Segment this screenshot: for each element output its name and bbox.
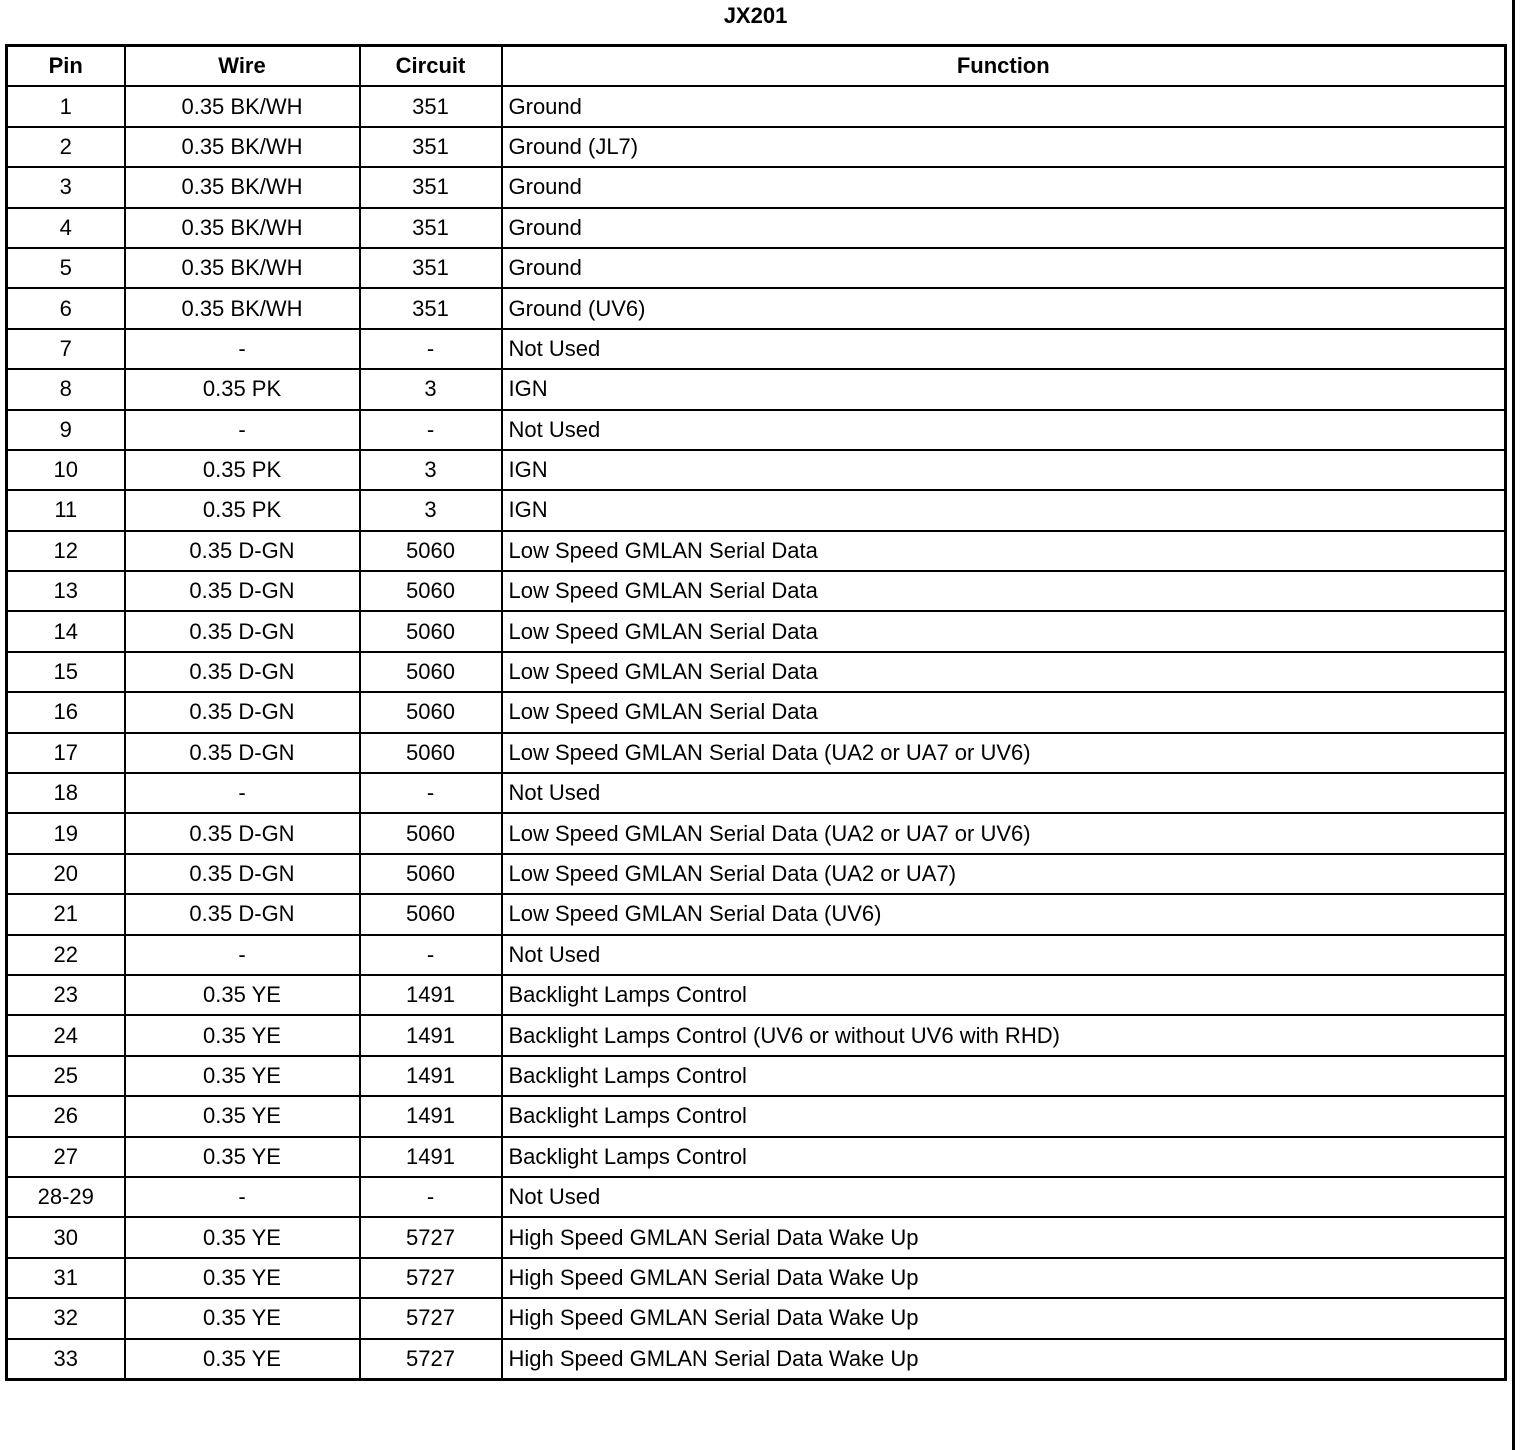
cell-wire: 0.35 YE (125, 975, 360, 1015)
connector-title: JX201 (723, 3, 788, 28)
column-header-pin: Pin (7, 46, 125, 87)
table-row (7, 167, 1506, 207)
cell-function: Low Speed GMLAN Serial Data (502, 571, 1506, 611)
cell-pin: 3 (7, 167, 125, 207)
cell-pin: 26 (7, 1096, 125, 1136)
cell-circuit: 1491 (360, 1137, 502, 1177)
cell-circuit: 1491 (360, 1096, 502, 1136)
cell-function: Ground (502, 167, 1506, 207)
cell-circuit: 5060 (360, 571, 502, 611)
cell-wire: 0.35 D-GN (125, 813, 360, 853)
cell-wire: - (125, 773, 360, 813)
cell-circuit: 351 (360, 248, 502, 288)
cell-function: Ground (502, 208, 1506, 248)
cell-pin: 7 (7, 329, 125, 369)
cell-pin: 33 (7, 1339, 125, 1380)
cell-pin: 4 (7, 208, 125, 248)
cell-function: High Speed GMLAN Serial Data Wake Up (502, 1258, 1506, 1298)
column-header-function: Function (502, 46, 1506, 87)
cell-function: Ground (JL7) (502, 127, 1506, 167)
cell-pin: 14 (7, 611, 125, 651)
table-row (7, 935, 1506, 975)
table-row (7, 490, 1506, 530)
cell-function: Backlight Lamps Control (502, 1096, 1506, 1136)
cell-pin: 2 (7, 127, 125, 167)
cell-function: Low Speed GMLAN Serial Data (502, 611, 1506, 651)
cell-circuit: - (360, 773, 502, 813)
cell-circuit: - (360, 935, 502, 975)
cell-wire: 0.35 PK (125, 450, 360, 490)
cell-pin: 8 (7, 369, 125, 409)
cell-wire: 0.35 YE (125, 1298, 360, 1338)
cell-circuit: 5060 (360, 894, 502, 934)
cell-wire: 0.35 BK/WH (125, 288, 360, 328)
table-row (7, 288, 1506, 328)
cell-circuit: 5060 (360, 611, 502, 651)
cell-wire: 0.35 D-GN (125, 531, 360, 571)
cell-function: Ground (502, 86, 1506, 126)
cell-wire: 0.35 BK/WH (125, 167, 360, 207)
cell-pin: 15 (7, 652, 125, 692)
cell-wire: 0.35 YE (125, 1339, 360, 1380)
cell-function: Backlight Lamps Control (502, 1056, 1506, 1096)
cell-pin: 28-29 (7, 1177, 125, 1217)
cell-wire: 0.35 PK (125, 369, 360, 409)
cell-function: High Speed GMLAN Serial Data Wake Up (502, 1298, 1506, 1338)
cell-pin: 30 (7, 1217, 125, 1257)
table-row (7, 773, 1506, 813)
column-header-circuit: Circuit (360, 46, 502, 87)
cell-circuit: 5727 (360, 1339, 502, 1380)
cell-wire: - (125, 1177, 360, 1217)
cell-wire: 0.35 YE (125, 1217, 360, 1257)
cell-circuit: 5060 (360, 733, 502, 773)
table-row (7, 1339, 1506, 1380)
table-row (7, 975, 1506, 1015)
table-row (7, 127, 1506, 167)
cell-pin: 22 (7, 935, 125, 975)
cell-pin: 1 (7, 86, 125, 126)
cell-wire: 0.35 D-GN (125, 692, 360, 732)
table-row (7, 410, 1506, 450)
cell-pin: 12 (7, 531, 125, 571)
cell-circuit: 351 (360, 208, 502, 248)
cell-circuit: 351 (360, 127, 502, 167)
cell-circuit: 3 (360, 450, 502, 490)
table-row (7, 1056, 1506, 1096)
cell-circuit: 5727 (360, 1298, 502, 1338)
cell-pin: 18 (7, 773, 125, 813)
cell-function: Not Used (502, 1177, 1506, 1217)
table-body (7, 86, 1506, 1379)
page-frame-line (1512, 0, 1515, 1450)
cell-pin: 20 (7, 854, 125, 894)
cell-function: IGN (502, 450, 1506, 490)
cell-pin: 11 (7, 490, 125, 530)
table-row (7, 1258, 1506, 1298)
cell-pin: 17 (7, 733, 125, 773)
table-row (7, 813, 1506, 853)
table-row (7, 329, 1506, 369)
table-row (7, 894, 1506, 934)
table-row (7, 86, 1506, 126)
cell-circuit: 351 (360, 86, 502, 126)
cell-pin: 23 (7, 975, 125, 1015)
table-row (7, 369, 1506, 409)
table-row (7, 652, 1506, 692)
cell-function: Ground (502, 248, 1506, 288)
cell-pin: 32 (7, 1298, 125, 1338)
cell-pin: 9 (7, 410, 125, 450)
cell-wire: 0.35 BK/WH (125, 208, 360, 248)
cell-function: High Speed GMLAN Serial Data Wake Up (502, 1217, 1506, 1257)
cell-function: Not Used (502, 410, 1506, 450)
cell-pin: 27 (7, 1137, 125, 1177)
cell-wire: 0.35 YE (125, 1258, 360, 1298)
cell-wire: 0.35 D-GN (125, 894, 360, 934)
cell-circuit: 5060 (360, 854, 502, 894)
cell-wire: 0.35 PK (125, 490, 360, 530)
cell-circuit: 5060 (360, 692, 502, 732)
cell-wire: 0.35 BK/WH (125, 86, 360, 126)
cell-wire: 0.35 D-GN (125, 611, 360, 651)
cell-function: Low Speed GMLAN Serial Data (UV6) (502, 894, 1506, 934)
cell-circuit: 1491 (360, 1015, 502, 1055)
cell-function: Low Speed GMLAN Serial Data (UA2 or UA7 or UV6) (502, 813, 1506, 853)
table-row (7, 733, 1506, 773)
cell-function: Low Speed GMLAN Serial Data (502, 531, 1506, 571)
cell-wire: 0.35 YE (125, 1056, 360, 1096)
table-header-row (7, 46, 1506, 87)
table-row (7, 611, 1506, 651)
cell-wire: - (125, 935, 360, 975)
cell-function: Low Speed GMLAN Serial Data (502, 692, 1506, 732)
cell-function: Not Used (502, 773, 1506, 813)
table-row (7, 1177, 1506, 1217)
cell-circuit: 351 (360, 288, 502, 328)
table-row (7, 571, 1506, 611)
cell-function: Not Used (502, 329, 1506, 369)
column-header-wire: Wire (125, 46, 360, 87)
table-row (7, 1298, 1506, 1338)
cell-circuit: - (360, 329, 502, 369)
table-row (7, 1217, 1506, 1257)
cell-pin: 24 (7, 1015, 125, 1055)
table-row (7, 1137, 1506, 1177)
cell-pin: 10 (7, 450, 125, 490)
cell-function: Low Speed GMLAN Serial Data (UA2 or UA7 or UV6) (502, 733, 1506, 773)
cell-wire: 0.35 D-GN (125, 733, 360, 773)
cell-circuit: 3 (360, 369, 502, 409)
cell-wire: 0.35 YE (125, 1096, 360, 1136)
cell-function: IGN (502, 369, 1506, 409)
cell-wire: - (125, 329, 360, 369)
cell-function: High Speed GMLAN Serial Data Wake Up (502, 1339, 1506, 1380)
cell-wire: 0.35 BK/WH (125, 127, 360, 167)
cell-wire: 0.35 D-GN (125, 571, 360, 611)
cell-wire: - (125, 410, 360, 450)
cell-function: IGN (502, 490, 1506, 530)
cell-circuit: 1491 (360, 975, 502, 1015)
cell-circuit: 5727 (360, 1258, 502, 1298)
cell-pin: 16 (7, 692, 125, 732)
cell-wire: 0.35 D-GN (125, 854, 360, 894)
cell-wire: 0.35 YE (125, 1137, 360, 1177)
table-row (7, 692, 1506, 732)
cell-circuit: 5060 (360, 652, 502, 692)
cell-function: Backlight Lamps Control (502, 1137, 1506, 1177)
cell-pin: 25 (7, 1056, 125, 1096)
cell-pin: 21 (7, 894, 125, 934)
table-row (7, 248, 1506, 288)
table-row (7, 531, 1506, 571)
cell-wire: 0.35 BK/WH (125, 248, 360, 288)
cell-circuit: 3 (360, 490, 502, 530)
cell-wire: 0.35 YE (125, 1015, 360, 1055)
cell-pin: 19 (7, 813, 125, 853)
cell-circuit: 5060 (360, 531, 502, 571)
table-row (7, 1096, 1506, 1136)
cell-circuit: 351 (360, 167, 502, 207)
cell-pin: 5 (7, 248, 125, 288)
table-row (7, 450, 1506, 490)
pinout-table (5, 44, 1507, 1381)
table-row (7, 208, 1506, 248)
cell-wire: 0.35 D-GN (125, 652, 360, 692)
cell-pin: 6 (7, 288, 125, 328)
cell-function: Backlight Lamps Control (UV6 or without UV6 with RHD) (502, 1015, 1506, 1055)
cell-pin: 13 (7, 571, 125, 611)
cell-function: Not Used (502, 935, 1506, 975)
cell-circuit: 5060 (360, 813, 502, 853)
cell-function: Ground (UV6) (502, 288, 1506, 328)
table-row (7, 1015, 1506, 1055)
cell-pin: 31 (7, 1258, 125, 1298)
cell-circuit: 5727 (360, 1217, 502, 1257)
cell-circuit: 1491 (360, 1056, 502, 1096)
cell-function: Low Speed GMLAN Serial Data (502, 652, 1506, 692)
cell-circuit: - (360, 410, 502, 450)
cell-function: Backlight Lamps Control (502, 975, 1506, 1015)
cell-function: Low Speed GMLAN Serial Data (UA2 or UA7) (502, 854, 1506, 894)
table-row (7, 854, 1506, 894)
cell-circuit: - (360, 1177, 502, 1217)
